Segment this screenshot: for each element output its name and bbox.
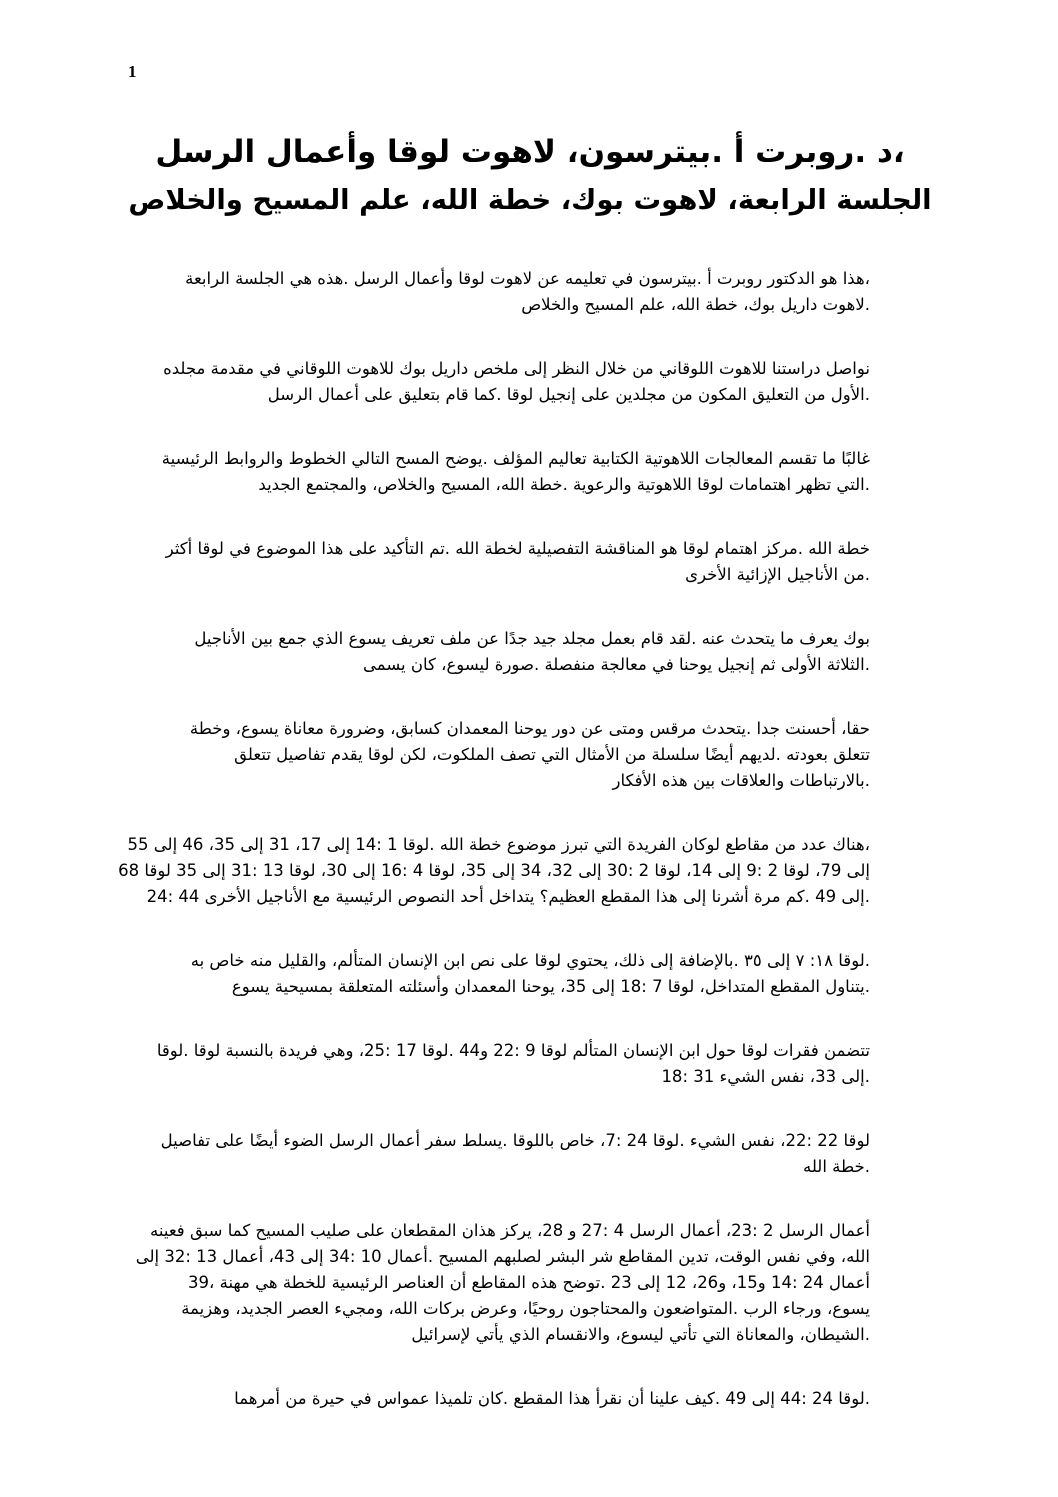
paragraph [118,536,870,588]
paragraph [118,356,870,408]
paragraph-line: .من الأناجيل الإزائية الأخرى [685,565,870,584]
paragraph-line: .إلى 33، نفس الشيء 31 :18 [661,1067,870,1086]
paragraph-line: تتعلق بعودته .لديهم أيضًا سلسلة من الأمثال التي تصف الملكوت، لكن لوقا يقدم تفاصيل تتعلق [234,745,870,764]
document-body [118,266,870,1450]
paragraph [118,266,870,318]
paragraph-line: .لاهوت داريل بوك، خطة الله، علم المسيح والخلاص [521,295,870,314]
paragraph [118,948,870,1000]
paragraph [118,716,870,794]
paragraph-line: .يتناول المقطع المتداخل، لوقا 7 :18 إلى 35، يوحنا المعمدان وأسئلته المتعلقة بمسيحية يسوع [231,977,870,996]
paragraph [118,626,870,678]
paragraph-line: أعمال 24 :14 و15، و26، 12 إلى 23 .توضح هذه المقاطع أن العناصر الرئيسية للخطة هي مهنة ،39 [188,1273,870,1292]
paragraph [118,1218,870,1348]
paragraph-line: ،هذا هو الدكتور روبرت أ .بيترسون في تعليمه عن لاهوت لوقا وأعمال الرسل .هذه هي الجلسة الرابعة [185,269,870,288]
paragraph-line: إلى 79، لوقا 2 :9 إلى 14، لوقا 2 :30 إلى 32، 34 إلى 35، لوقا 4 :16 إلى 30، لوقا 13 :31 إلى 35 لوقا 68 [118,861,870,880]
paragraph-line: .لوقا 24 :44 إلى 49 .كيف علينا أن نقرأ هذا المقطع .كان تلميذا عمواس في حيرة من أمرهما [234,1389,870,1408]
paragraph-line: غالبًا ما تقسم المعالجات اللاهوتية الكتابية تعاليم المؤلف .يوضح المسح التالي الخطوط والروابط الرئيسية [161,449,870,468]
paragraph [118,832,870,910]
paragraph [118,1128,870,1180]
paragraph-line: تتضمن فقرات لوقا حول ابن الإنسان المتألم لوقا 9 :22 و44 .لوقا 17 :25، وهي فريدة بالنسبة لوقا .لوقا [156,1041,870,1060]
paragraph-line: أعمال الرسل 2 :23، أعمال الرسل 4 :27 و 28، يركز هذان المقطعان على صليب المسيح كما سبق فعينه [150,1221,870,1240]
paragraph-line: .لوقا ١٨: ٧ إلى ٣٥ .بالإضافة إلى ذلك، يحتوي لوقا على نص ابن الإنسان المتألم، والقليل منه خاص به [190,951,870,970]
paragraph-line: خطة الله .مركز اهتمام لوقا هو المناقشة التفصيلية لخطة الله .تم التأكيد على هذا الموضوع في لوقا أكثر [165,539,870,558]
title-line-1: ،د .روبرت أ .بيترسون، لاهوت لوقا وأعمال الرسل [155,134,905,170]
title-line-2: الجلسة الرابعة، لاهوت بوك، خطة الله، علم المسيح والخلاص [128,184,932,216]
paragraph-line: .إلى 49 .كم مرة أشرنا إلى هذا المقطع العظيم؟ يتداخل أحد النصوص الرئيسية مع الأناجيل الأخرى 44 :24 [146,887,870,906]
paragraph-line: .خطة الله [803,1157,870,1176]
paragraph [118,1038,870,1090]
paragraph-line: ،هناك عدد من مقاطع لوكان الفريدة التي تبرز موضوع خطة الله .لوقا 1 :14 إلى 17، 31 إلى 35، 46 إلى 55 [127,835,870,854]
paragraph-line: .بالارتباطات والعلاقات بين هذه الأفكار [612,771,870,790]
paragraph-line: .التي تظهر اهتمامات لوقا اللاهوتية والرعوية .خطة الله، المسيح والخلاص، والمجتمع الجديد [258,475,870,494]
document-title [120,128,940,224]
page-number: 1 [128,62,137,81]
paragraph-line: لوقا 22 :22، نفس الشيء .لوقا 24 :7، خاص باللوقا .يسلط سفر أعمال الرسل الضوء أيضًا على تفاصيل [160,1131,870,1150]
paragraph-line: حقا، أحسنت جدا .يتحدث مرقس ومتى عن دور يوحنا المعمدان كسابق، وضرورة معاناة يسوع، وخطة [189,719,870,738]
paragraph-line: .الثلاثة الأولى ثم إنجيل يوحنا في معالجة منفصلة .صورة ليسوع، كان يسمى [363,655,870,674]
paragraph-line: بوك يعرف ما يتحدث عنه .لقد قام بعمل مجلد جيد جدًا عن ملف تعريف يسوع الذي جمع بين الأناجيل [194,629,870,648]
paragraph [118,1386,870,1412]
paragraph-line: .الأول من التعليق المكون من مجلدين على إنجيل لوقا .كما قام بتعليق على أعمال الرسل [267,385,870,404]
paragraph-line: يسوع، ورجاء الرب .المتواضعون والمحتاجون روحيًا، وعرض بركات الله، ومجيء العصر الجديد، وهزيمة [181,1299,870,1318]
paragraph-line: الله، وفي نفس الوقت، تدين المقاطع شر البشر لصلبهم المسيح .أعمال 10 :34 إلى 43، أعمال 13 :32 إلى [135,1247,870,1266]
paragraph-line: نواصل دراستنا للاهوت اللوقاني من خلال النظر إلى ملخص داريل بوك للاهوت اللوقاني في مقدمة مجلده [163,359,870,378]
paragraph-line: .الشيطان، والمعاناة التي تأتي ليسوع، والانقسام الذي يأتي لإسرائيل [411,1325,870,1344]
paragraph [118,446,870,498]
